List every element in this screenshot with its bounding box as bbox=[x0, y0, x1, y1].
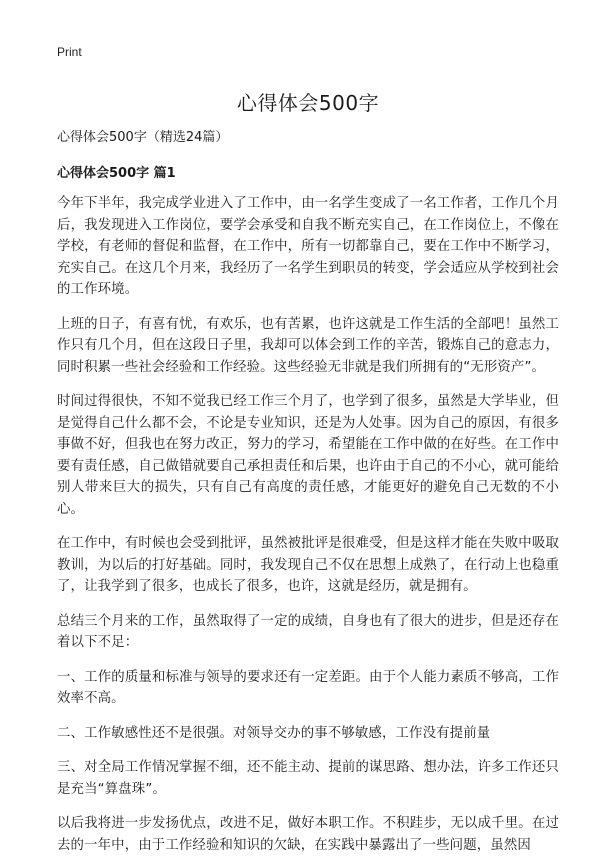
paragraph: 在工作中，有时候也会受到批评，虽然被批评是很难受，但是这样才能在失败中吸取教训，为以后的打好基础。同时，我发现自己不仅在思想上成熟了，在行动上也稳重了，让我学到了很多，也成长了很多，也许，这就是经历，就是拥有。 bbox=[57, 536, 559, 594]
paragraph: 一、工作的质量和标准与领导的要求还有一定差距。由于个人能力素质不够高，工作效率不高。 bbox=[57, 669, 559, 706]
print-link[interactable]: Print bbox=[57, 45, 82, 59]
document-title: 心得体会500字 bbox=[236, 91, 380, 115]
paragraph: 二、工作敏感性还不是很强。对领导交办的事不够敏感，工作没有提前量 bbox=[57, 725, 491, 741]
document-subtitle: 心得体会500字（精选24篇） bbox=[57, 130, 229, 145]
paragraph: 总结三个月来的工作，虽然取得了一定的成绩，自身也有了很大的进步，但是还存在着以下不足： bbox=[57, 613, 559, 650]
paragraph: 三、对全局工作情况掌握不细，还不能主动、提前的谋思路、想办法，许多工作还只是充当“算盘珠”。 bbox=[57, 760, 559, 797]
paragraph: 今年下半年，我完成学业进入了工作中，由一名学生变成了一名工作者，工作几个月后，我发现进入工作岗位，要学会承受和自我不断充实自己，在工作岗位上，不像在学校，有老师的督促和监督，在工作中，所有一切都靠自己，要在工作中不断学习，充实自己。在这几个月来，我经历了一名学生到职员的转变，学会适应从学校到社会的工作环境。 bbox=[57, 196, 559, 297]
paragraph: 上班的日子，有喜有忧，有欢乐，也有苦累，也许这就是工作生活的全部吧！虽然工作只有几个月，但在这段日子里，我却可以体会到工作的辛苦，锻炼自己的意志力，同时积累一些社会经验和工作经验。这些经验无非就是我们所拥有的“无形资产”。 bbox=[57, 316, 559, 375]
paragraph: 时间过得很快，不知不觉我已经工作三个月了，也学到了很多，虽然是大学毕业，但是觉得自己什么都不会，不论是专业知识，还是为人处事。因为自己的原因，有很多事做不好，但我也在努力改正，努力的学习，希望能在工作中做的在好些。在工作中要有责任感，自己做错就要自己承担责任和后果，也许由于自己的不小心，就可能给别人带来巨大的损失，只有自己有高度的责任感，才能更好的避免自己无数的不小心。 bbox=[57, 394, 559, 517]
paragraph: 以后我将进一步发扬优点，改进不足，做好本职工作。不积跬步，无以成千里。在过去的一年中，由于工作经验和知识的欠缺，在实践中暴露出了一些问题，虽然因 bbox=[57, 816, 559, 853]
document-body bbox=[57, 193, 559, 856]
section-heading: 心得体会500字 篇1 bbox=[57, 166, 176, 181]
